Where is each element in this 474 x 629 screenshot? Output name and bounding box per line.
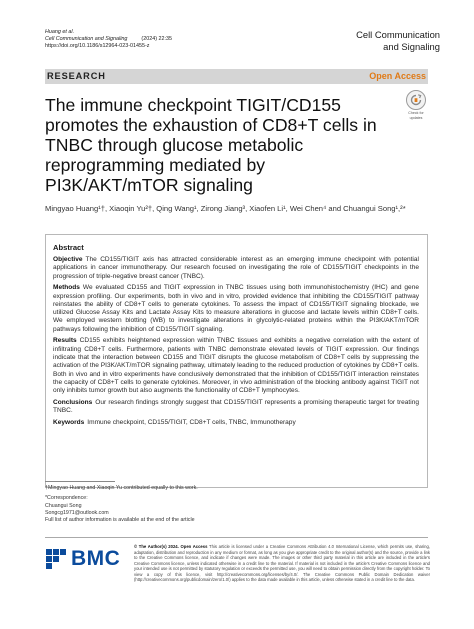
license-text [134, 544, 430, 583]
author-list: Mingyao Huang¹†, Xiaoqin Yu²†, Qing Wang¹, Zirong Jiang³, Xiaofen Li¹, Wei Chen⁴ and Chuangui Song¹,²* [45, 204, 406, 213]
abstract-keywords [53, 419, 419, 427]
license-open-access: Open Access [180, 544, 208, 549]
abstract-objective [53, 256, 419, 281]
license-copyright: © The Author(s) 2024. [134, 544, 179, 549]
journal-name-line2: and Signaling [383, 41, 440, 52]
abstract-results-text: CD155 exhibits heightened expression within TNBC tissues and exhibits a negative correlation with the extent of infiltrating CD8+T cells. Furthermore, patients with TNBC demonstrate elevated levels of TIGIT expression. Our findings indicate that the interaction between CD155 and TIGIT disrupts the glucose metabolism of CD8+T cells by suppressing the activation of the PI3K/AKT/mTOR signaling pathway, ultimately leading to the reduced production of cytokines by CD8+T cells. Both in vivo and in vitro experiments have conclusively demonstrated that the inhibition of CD155/TIGIT interaction reinstates the capacity of CD8+T cells to generate cytokines. Moreover, in vivo administration of the blocking antibody against TIGIT not only inhibits tumor growth but also augments the functionality of CD8+T lymphocytes. [53, 337, 419, 395]
abstract-heading: Abstract [53, 243, 84, 252]
license-body: This article is licensed under a Creative Commons Attribution 4.0 International License, which permits use, sharing, adaptation, distribution and reproduction in any medium or format, as long as you give appropriate credit to the original author(s) and the source, provide a link to the Creative Commons licence, and indicate if changes were made. The images or other third party material in this article are included in the article's Creative Commons licence, unless indicated otherwise in a credit line to the material. If material is not included in the article's Creative Commons licence and your intended use is not permitted by statutory regulation or exceeds the permitted use, you will need to obtain permission directly from the copyright holder. To view a copy of this licence, visit http://creativecommons.org/licenses/by/4.0/. The Creative Commons Public Domain Dedication waiver (http://creativecommons.org/publicdomain/zero/1.0/) applies to the data made available in this article, unless otherwise stated in a credit line to the data. [134, 544, 431, 582]
citation-journal: Cell Communication and Signaling [45, 36, 128, 43]
check-for-updates-icon [406, 90, 426, 110]
abstract-conclusions [53, 399, 419, 416]
abstract-keywords-text: Immune checkpoint, CD155/TIGIT, CD8+T cells, TNBC, Immunotherapy [87, 418, 296, 426]
equal-contribution-note: †Mingyao Huang and Xiaoqin Yu contributed equally to this work. [45, 485, 198, 491]
citation-authors: Huang et al. [45, 29, 75, 35]
check-for-updates-badge[interactable] [404, 90, 428, 120]
open-access-label: Open Access [369, 71, 426, 81]
abstract-conclusions-label: Conclusions [53, 398, 93, 406]
author-info-note: Full list of author information is available at the end of the article [45, 517, 195, 524]
abstract-results [53, 337, 419, 395]
citation-block [45, 29, 172, 51]
abstract-box [45, 234, 428, 488]
article-type-band [45, 69, 428, 84]
journal-name-line1: Cell Communication [356, 29, 440, 40]
footnote-block [45, 485, 345, 524]
abstract-objective-label: Objective [53, 256, 83, 263]
license-divider [45, 537, 428, 538]
check-for-updates-line1: Check for [408, 111, 424, 115]
article-type-label: RESEARCH [47, 71, 106, 81]
bmc-logo [45, 546, 129, 572]
correspondence-email[interactable]: Songcg1971@outlook.com [45, 509, 109, 516]
correspondence-name: Chuangui Song [45, 502, 82, 509]
abstract-keywords-label: Keywords [53, 418, 85, 426]
citation-year-volume: (2024) 22:35 [141, 36, 172, 43]
abstract-conclusions-text: Our research findings strongly suggest that CD155/TIGIT represents a promising therapeutic target for treating TNBC. [53, 398, 419, 415]
citation-doi-link[interactable]: https://doi.org/10.1186/s12964-023-01455-z [45, 43, 150, 50]
abstract-results-label: Results [53, 337, 77, 345]
footnote-divider [45, 481, 115, 482]
abstract-methods [53, 284, 419, 334]
bmc-wordmark: BMC [71, 547, 121, 570]
bmc-logo-icon [45, 548, 67, 570]
abstract-methods-label: Methods [53, 284, 80, 292]
check-for-updates-line2: updates [409, 116, 423, 121]
correspondence-label: *Correspondence: [45, 495, 88, 502]
abstract-objective-text: The CD155/TIGIT axis has attracted considerable interest as an emerging immune checkpoint with potential applications in cancer immunotherapy. Our research focused on investigating the role of CD155/TIGIT checkpoints in the progression of triple-negative breast cancer (TNBC). [53, 256, 419, 280]
article-title: The immune checkpoint TIGIT/CD155 promotes the exhaustion of CD8+T cells in TNBC through glucose metabolic reprogramming mediated by PI3K/AKT/mTOR signaling [45, 95, 377, 195]
abstract-methods-text: We evaluated CD155 and TIGIT expression in TNBC tissues using both immunohistochemistry (IHC) and gene expression profiling. Our experiments, both in vivo and in vitro, provided evidence that inhibiting the CD155/TIGIT pathway reinstates the ability of CD8+T cells to generate cytokines. To assess the impact of CD155/TIGIT signaling blockade, we utilized Glucose Assay Kits and Lactate Assay Kits to measure alterations in glucose and lactate levels within CD8+T cells. We employed western blotting (WB) to investigate alterations in glycolytic-related proteins within the PI3K/AKT/mTOR pathways following the inhibition of CD155/TIGIT signaling. [53, 284, 419, 333]
journal-name-header [356, 29, 440, 53]
